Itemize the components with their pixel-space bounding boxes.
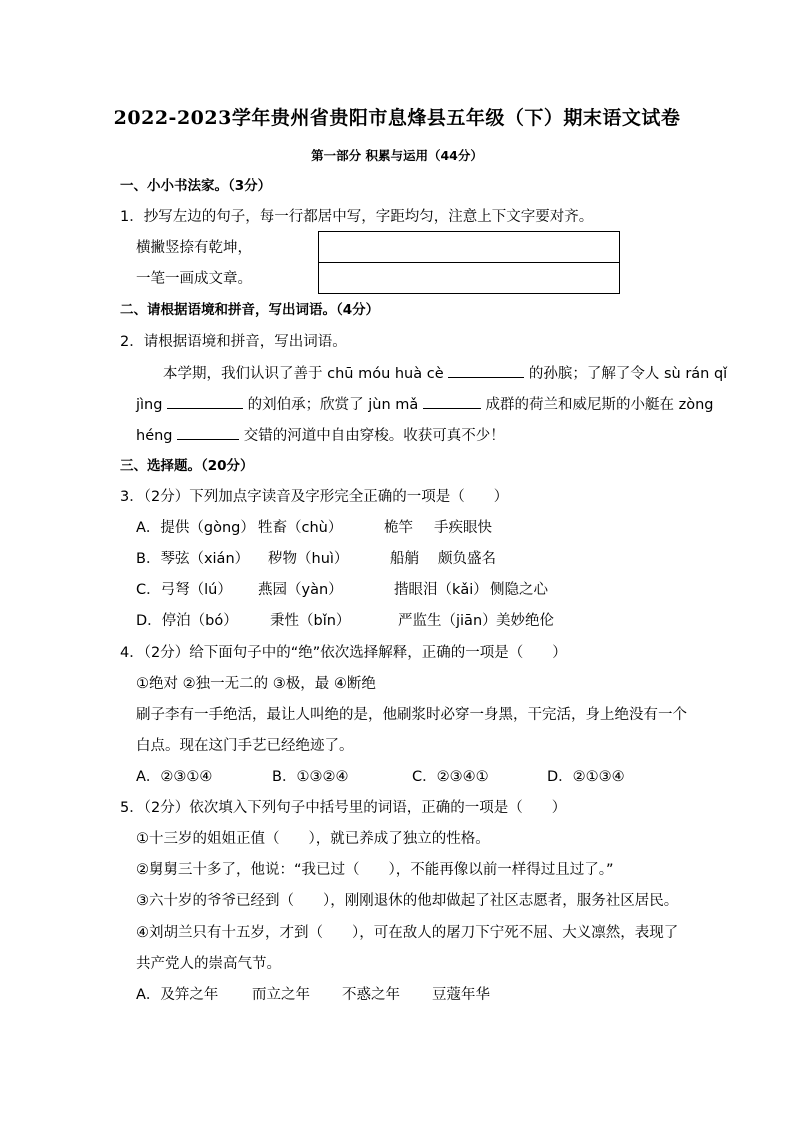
- question-4-stem: 4．（2分）给下面句子中的“绝”依次选择解释，正确的一项是（ ）: [120, 645, 567, 661]
- question-4-meanings: ①绝对 ②独一无二的 ③极，最 ④断绝: [136, 676, 376, 692]
- option-text: 美妙绝伦: [496, 613, 554, 629]
- option-text: 不惑之年: [342, 987, 400, 1003]
- option-text: 侧隐之心: [490, 582, 548, 598]
- option-text: 颇负盛名: [438, 551, 496, 567]
- question-3-option-d[interactable]: [136, 611, 554, 631]
- pinyin-text: 本学期，我们认识了善于 chū móu huà cè: [163, 366, 444, 382]
- question-5-sentence-2: ②舅舅三十多了，他说：“我已过（ ），不能再像以前一样得过且过了。”: [136, 862, 614, 878]
- copy-line-a: 横撇竖捺有乾坤，: [136, 240, 252, 256]
- question-4-option-a[interactable]: A．②③①④: [136, 769, 213, 785]
- option-text: 豆蔻年华: [432, 987, 490, 1003]
- question-4-option-b[interactable]: B．①③②④: [272, 769, 349, 785]
- option-text: 秉性（bǐn）: [270, 613, 351, 629]
- question-4-passage-line-2: 白点。现在这门手艺已经绝迹了。: [136, 738, 354, 754]
- option-text: 严监生（jiān）: [398, 613, 497, 629]
- option-text: B．琴弦（xián）: [136, 551, 250, 567]
- pinyin-paragraph-line-2: [136, 394, 714, 415]
- pinyin-text: 交错的河道中自由穿梭。收获可真不少！: [243, 428, 505, 444]
- section-2-heading: 二、请根据语境和拼音，写出词语。（4分）: [120, 302, 380, 318]
- exam-title: 2022-2023学年贵州省贵阳市息烽县五年级（下）期末语文试卷: [113, 107, 681, 129]
- option-text: A．及笄之年: [136, 987, 219, 1003]
- pinyin-text: 成群的荷兰和威尼斯的小艇在 zòng: [485, 397, 714, 413]
- option-text: 船艄: [390, 551, 419, 567]
- question-5-sentence-4-cont: 共产党人的崇高气节。: [136, 956, 281, 972]
- option-text: 桅竿: [384, 520, 413, 536]
- option-text: 而立之年: [252, 987, 310, 1003]
- question-4-option-d[interactable]: D．②①③④: [547, 769, 625, 785]
- answer-blank-3[interactable]: [423, 394, 481, 409]
- question-5-sentence-1: ①十三岁的姐姐正值（ ），就已养成了独立的性格。: [136, 831, 490, 847]
- option-text: 手疾眼快: [434, 520, 492, 536]
- section-1-heading: 一、小小书法家。（3分）: [120, 178, 272, 194]
- pinyin-paragraph-line-1: [163, 363, 727, 384]
- pinyin-text: jìng: [136, 397, 163, 413]
- option-text: 牲畜（chù）: [258, 520, 343, 536]
- writing-row-1[interactable]: [319, 232, 619, 263]
- question-5-stem: 5．（2分）依次填入下列句子中括号里的词语，正确的一项是（ ）: [120, 800, 567, 816]
- option-text: D．停泊（bó）: [136, 613, 238, 629]
- option-text: 揩眼泪（kǎi）: [394, 582, 488, 598]
- option-text: 燕园（yàn）: [258, 582, 343, 598]
- answer-blank-1[interactable]: [448, 363, 524, 378]
- writing-box[interactable]: [318, 231, 620, 294]
- answer-blank-2[interactable]: [167, 394, 243, 409]
- question-4-options: [136, 767, 625, 787]
- writing-row-2[interactable]: [319, 263, 619, 293]
- pinyin-text: 的孙膑；了解了令人 sù rán qǐ: [528, 366, 728, 382]
- pinyin-text: héng: [136, 428, 173, 444]
- option-text: 秽物（huì）: [268, 551, 349, 567]
- option-text: C．弓弩（lú）: [136, 582, 232, 598]
- answer-blank-4[interactable]: [177, 425, 239, 440]
- question-3-option-a[interactable]: [136, 518, 492, 538]
- option-text: A．提供（gòng）: [136, 520, 255, 536]
- question-5-sentence-4: ④刘胡兰只有十五岁，才到（ ），可在敌人的屠刀下宁死不屈、大义凛然，表现了: [136, 925, 679, 941]
- question-4-option-c[interactable]: C．②③④①: [412, 769, 489, 785]
- pinyin-paragraph-line-3: [136, 425, 505, 446]
- question-3-stem: 3．（2分）下列加点字读音及字形完全正确的一项是（ ）: [120, 489, 509, 505]
- question-1: 1．抄写左边的句子，每一行都居中写，字距均匀，注意上下文字要对齐。: [120, 209, 594, 225]
- question-5-option-a[interactable]: [136, 985, 490, 1005]
- section-3-heading: 三、选择题。（20分）: [120, 458, 254, 474]
- question-3-option-c[interactable]: [136, 580, 548, 600]
- question-3-option-b[interactable]: [136, 549, 496, 569]
- pinyin-text: 的刘伯承；欣赏了 jùn mǎ: [247, 397, 419, 413]
- question-2: 2．请根据语境和拼音，写出词语。: [120, 334, 347, 350]
- part-heading: 第一部分 积累与运用（44分）: [311, 148, 483, 163]
- copy-line-b: 一笔一画成文章。: [136, 271, 252, 287]
- question-5-sentence-3: ③六十岁的爷爷已经到（ ），刚刚退休的他却做起了社区志愿者，服务社区居民。: [136, 893, 679, 909]
- question-4-passage-line-1: 刷子李有一手绝活，最让人叫绝的是，他刷浆时必穿一身黑，干完活，身上绝没有一个: [136, 707, 687, 723]
